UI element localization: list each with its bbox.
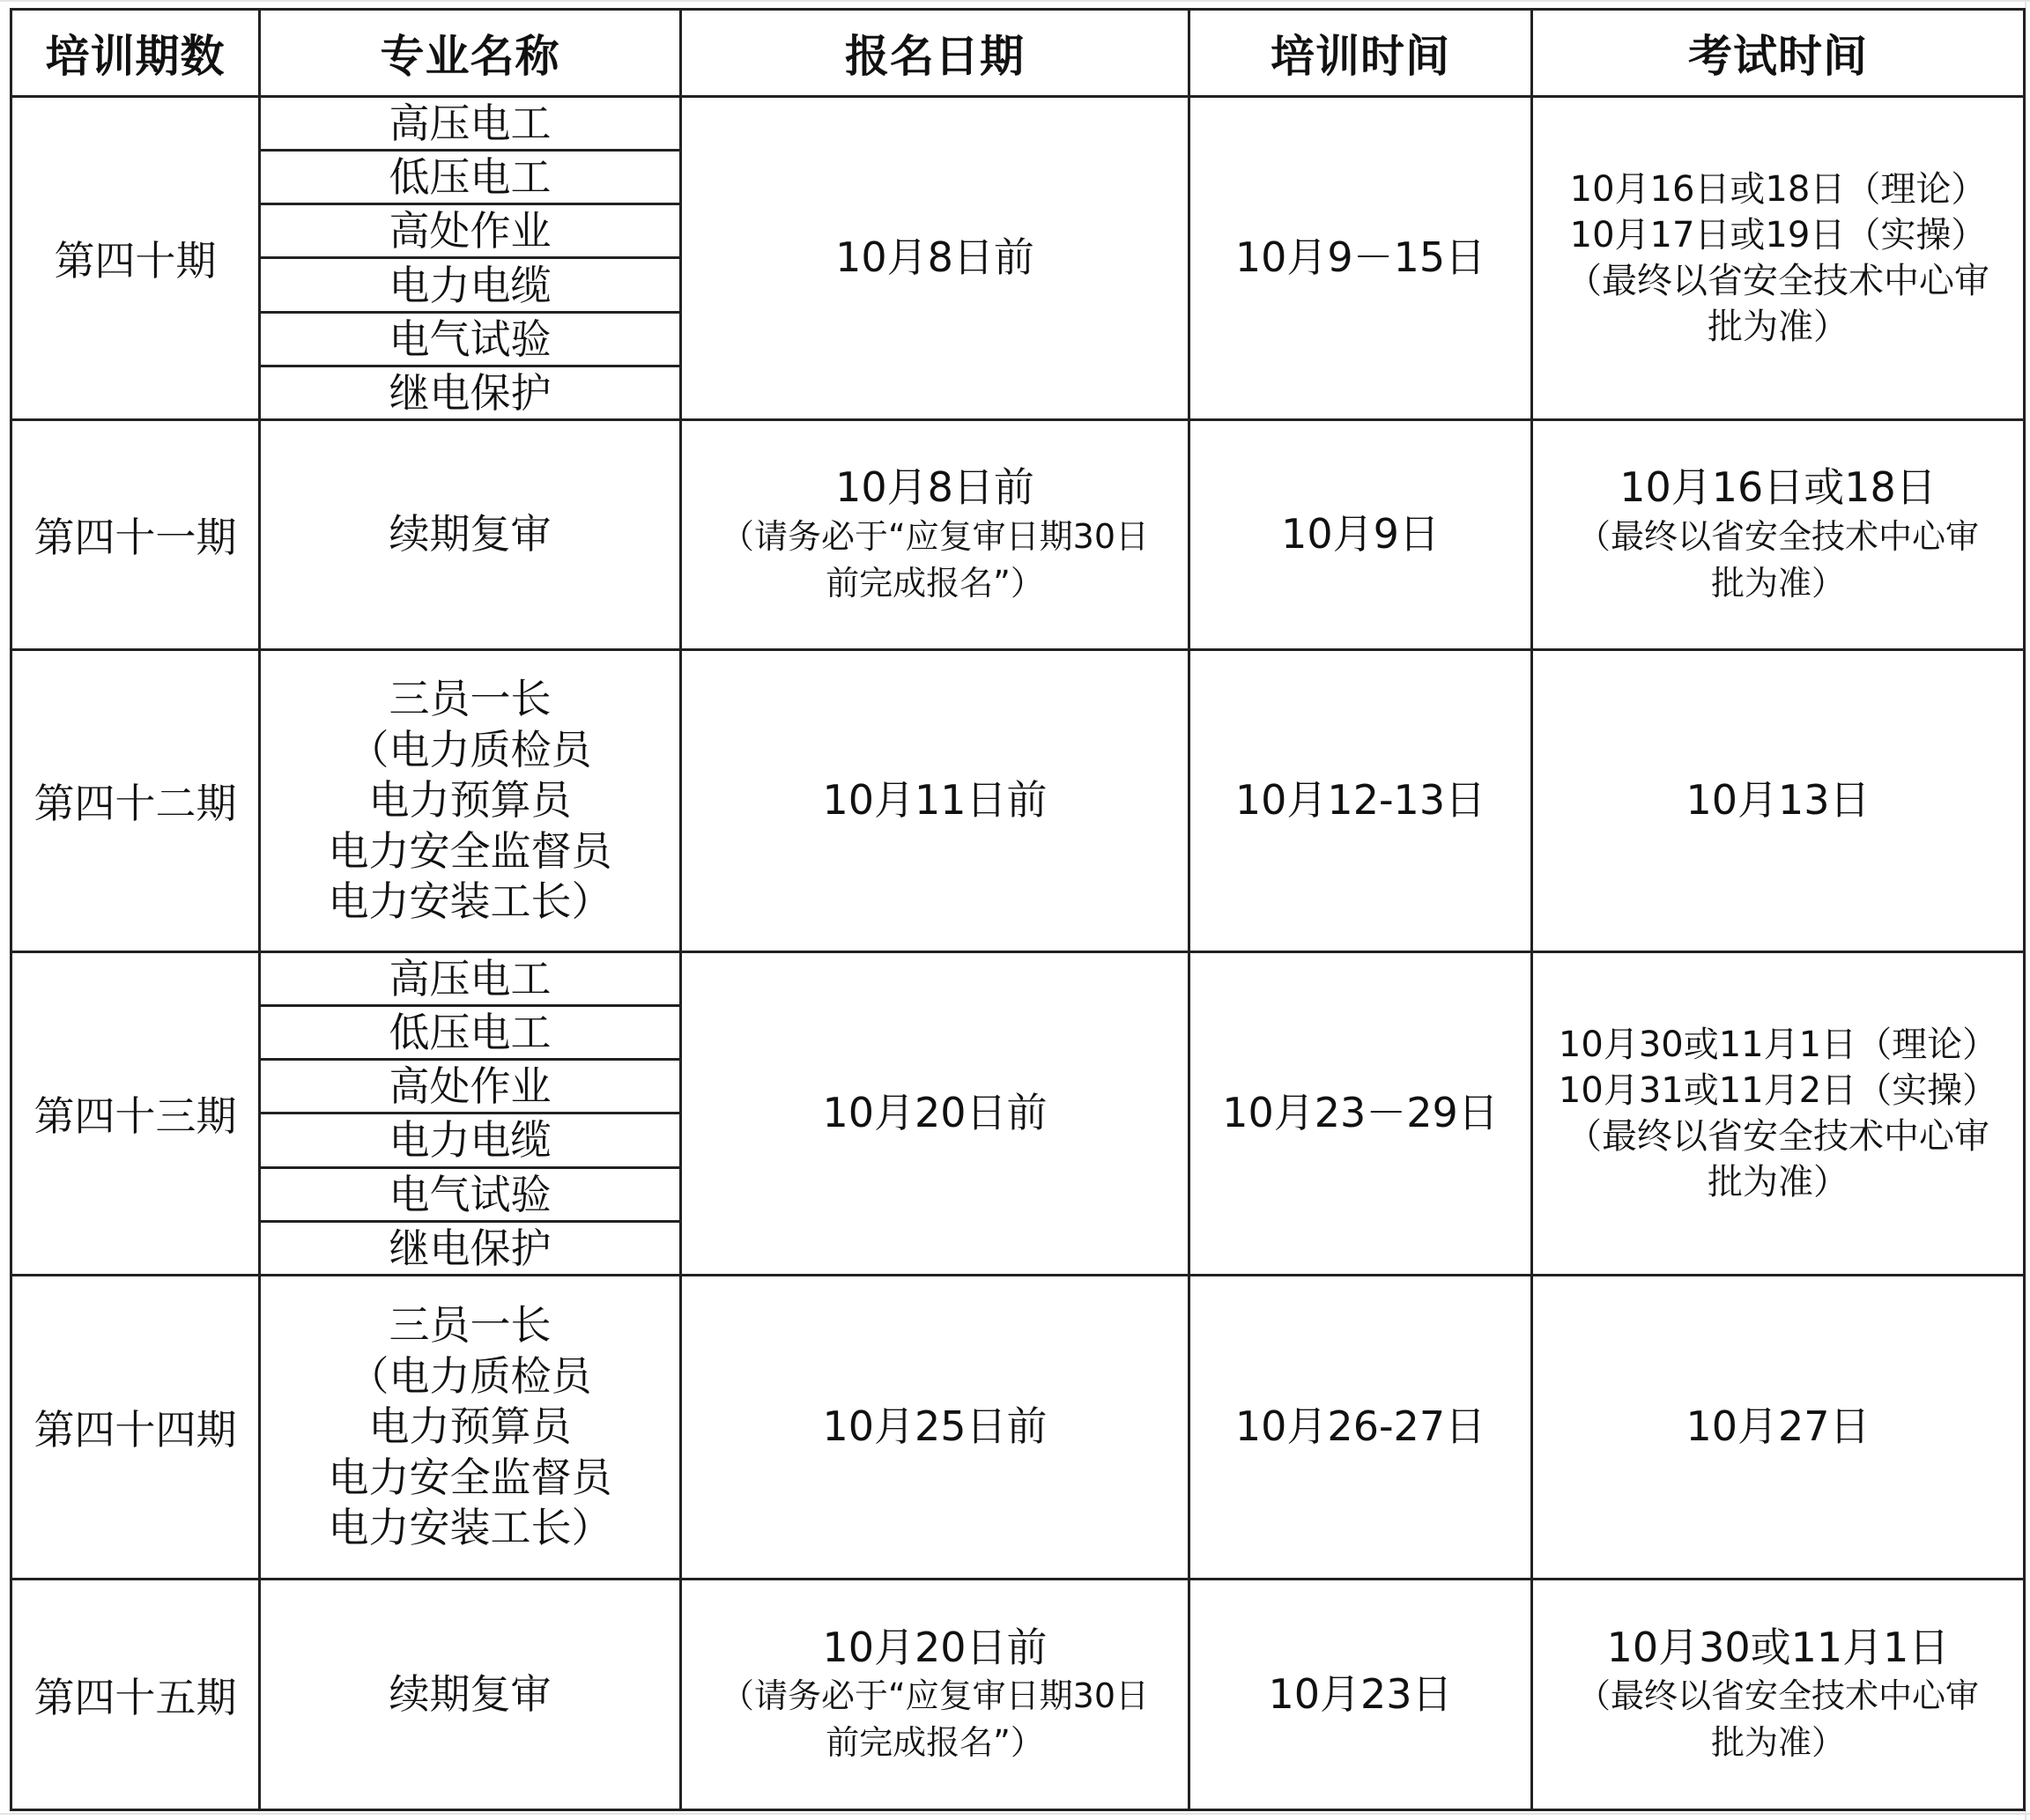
major-line: 电力预算员 — [368, 776, 572, 825]
exam-line: （最终以省安全技术中心审 — [1576, 1676, 1979, 1716]
major-item: 高压电工 — [261, 98, 679, 150]
major-line: 电力安全监督员 — [328, 826, 612, 875]
major-line: 电力安全监督员 — [328, 1453, 612, 1501]
exam-line: 批为准） — [1708, 306, 1848, 347]
signup-date: 10月20日前 — [822, 1089, 1048, 1137]
major-cell — [260, 419, 681, 650]
period-cell: 第四十一期 — [11, 419, 260, 650]
signup-date-cell — [681, 1580, 1189, 1810]
major-item: 高处作业 — [261, 204, 679, 258]
sheet-gridline — [0, 0, 2030, 2]
exam-time-cell — [1532, 97, 2025, 420]
training-time-cell: 10月12-13日 — [1189, 650, 1532, 952]
exam-time-cell — [1532, 1580, 2025, 1810]
exam-line: 10月16日或18日（理论） — [1569, 168, 1987, 210]
signup-note: （请务必于“应复审日期30日 — [720, 1676, 1150, 1716]
header-period: 培训期数 — [11, 10, 260, 97]
header-major: 专业名称 — [260, 10, 681, 97]
training-time-cell: 10月9日 — [1189, 419, 1532, 650]
table-row — [11, 1580, 2025, 1810]
major-line: 电力安装工长） — [328, 877, 612, 926]
exam-line: 批为准） — [1708, 1161, 1848, 1202]
major-line: （电力质检员 — [348, 725, 592, 773]
table-row — [11, 419, 2025, 650]
major-line: （电力质检员 — [348, 1351, 592, 1400]
training-time-cell: 10月23－29日 — [1189, 951, 1532, 1275]
signup-date: 10月8日前 — [835, 463, 1034, 512]
major-list — [261, 98, 679, 418]
table-row — [11, 951, 2025, 1275]
header-signup-date: 报名日期 — [681, 10, 1189, 97]
signup-note: （请务必于“应复审日期30日 — [720, 516, 1150, 556]
period-cell: 第四十期 — [11, 97, 260, 420]
header-exam-time: 考试时间 — [1532, 10, 2025, 97]
period-cell: 第四十三期 — [11, 951, 260, 1275]
major-cell — [260, 1275, 681, 1580]
signup-note: 前完成报名”） — [826, 563, 1044, 603]
exam-line: 10月16日或18日 — [1619, 463, 1937, 512]
signup-date-cell — [681, 97, 1189, 420]
table-row — [11, 97, 2025, 420]
exam-line: 10月30或11月1日（理论） — [1558, 1024, 1998, 1065]
major-item: 电力电缆 — [261, 258, 679, 312]
major-line: 三员一长 — [389, 1301, 552, 1350]
exam-line: 10月30或11月1日 — [1606, 1623, 1950, 1671]
exam-line: 批为准） — [1710, 1723, 1845, 1763]
period-cell: 第四十五期 — [11, 1580, 260, 1810]
signup-date-cell — [681, 1275, 1189, 1580]
major-cell — [260, 97, 681, 420]
signup-date-cell — [681, 951, 1189, 1275]
exam-time-cell — [1532, 1275, 2025, 1580]
major-item: 继电保护 — [389, 1224, 552, 1272]
exam-time-cell — [1532, 951, 2025, 1275]
sheet-gridline — [0, 1813, 2030, 1815]
exam-line: 10月27日 — [1685, 1402, 1871, 1451]
period-cell: 第四十四期 — [11, 1275, 260, 1580]
major-item: 低压电工 — [261, 150, 679, 203]
major-line: 电力预算员 — [368, 1402, 572, 1451]
signup-date: 10月25日前 — [822, 1402, 1048, 1451]
major-item: 电气试验 — [261, 1167, 679, 1221]
training-schedule-table — [10, 8, 2026, 1811]
major-item: 低压电工 — [261, 1005, 679, 1059]
exam-line: 10月17日或19日（实操） — [1569, 214, 1987, 255]
major-cell — [260, 650, 681, 952]
training-time-cell: 10月26-27日 — [1189, 1275, 1532, 1580]
exam-line: 批为准） — [1710, 563, 1845, 603]
exam-line: （最终以省安全技术中心审 — [1576, 516, 1979, 556]
major-item: 电力电缆 — [261, 1113, 679, 1167]
signup-date-cell — [681, 419, 1189, 650]
exam-line: （最终以省安全技术中心审 — [1567, 260, 1989, 301]
major-line: 三员一长 — [389, 675, 552, 723]
major-item: 电气试验 — [261, 312, 679, 366]
signup-date: 10月8日前 — [835, 233, 1034, 282]
major-line: 电力安装工长） — [328, 1504, 612, 1552]
major-line: 续期复审 — [389, 1669, 552, 1718]
period-cell: 第四十二期 — [11, 650, 260, 952]
major-item: 高处作业 — [261, 1060, 679, 1113]
table-row — [11, 650, 2025, 952]
exam-time-cell — [1532, 650, 2025, 952]
major-item: 高压电工 — [261, 953, 679, 1005]
header-row — [11, 10, 2025, 97]
exam-line: 10月31或11月2日（实操） — [1558, 1069, 1998, 1111]
major-list — [261, 953, 679, 1274]
signup-date: 10月11日前 — [822, 776, 1048, 825]
signup-date-cell — [681, 650, 1189, 952]
exam-time-cell — [1532, 419, 2025, 650]
schedule-sheet — [10, 8, 2023, 1811]
training-time-cell: 10月9－15日 — [1189, 97, 1532, 420]
header-training-time: 培训时间 — [1189, 10, 1532, 97]
major-cell — [260, 951, 681, 1275]
major-cell — [260, 1580, 681, 1810]
major-line: 续期复审 — [389, 510, 552, 559]
signup-note: 前完成报名”） — [826, 1723, 1044, 1763]
major-item: 继电保护 — [389, 368, 552, 417]
exam-line: （最终以省安全技术中心审 — [1567, 1115, 1989, 1157]
training-time-cell: 10月23日 — [1189, 1580, 1532, 1810]
table-row — [11, 1275, 2025, 1580]
signup-date: 10月20日前 — [822, 1623, 1048, 1671]
exam-line: 10月13日 — [1685, 776, 1871, 825]
